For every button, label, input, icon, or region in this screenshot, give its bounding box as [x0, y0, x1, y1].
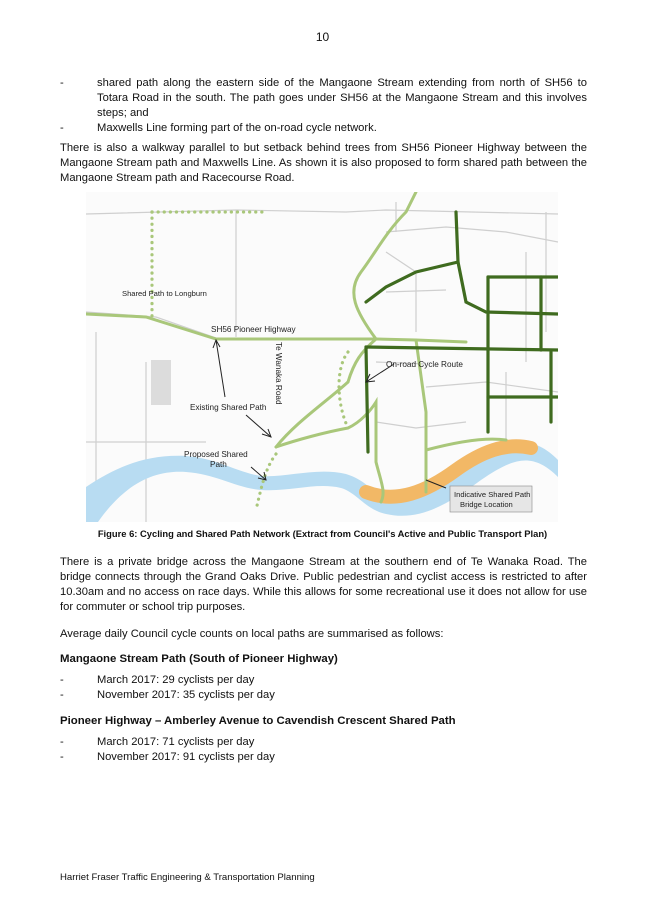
list-item	[60, 750, 587, 765]
paragraph-private-bridge: There is a private bridge across the Mangaone Stream at the southern end of Te Wanaka Road. The bridge connects through the Grand Oaks Drive. Public pedestrian and cyclist access is restricted to after 10.30am and no access on race days. While this allows for some recreational use it does not allow for use for commuter or school trip purposes.	[60, 556, 587, 613]
label-proposed-shared-2: Path	[210, 460, 227, 469]
bullet-dash: -	[60, 122, 64, 134]
bullet-text: Maxwells Line forming part of the on-road cycle network.	[97, 122, 377, 134]
page-number: 10	[315, 30, 330, 44]
bullet-text: March 2017: 29 cyclists per day	[97, 674, 255, 686]
list-item	[60, 735, 587, 750]
bullet-dash: -	[60, 751, 64, 763]
label-existing-shared-path: Existing Shared Path	[190, 403, 267, 412]
bullet-list-pioneer	[60, 735, 587, 765]
bullet-dash: -	[60, 77, 64, 89]
bullet-list-top	[60, 76, 587, 136]
label-shared-path-longburn: Shared Path to Longburn	[122, 289, 207, 298]
bullet-text: March 2017: 71 cyclists per day	[97, 736, 255, 748]
list-item	[60, 688, 587, 703]
bullet-text: shared path along the eastern side of the Mangaone Stream extending from north of SH56 to Totara Road in the south. The path goes under SH56 at the Mangaone Stream and this involves steps; and	[97, 77, 587, 119]
list-item	[60, 76, 587, 121]
map-graphic	[86, 192, 558, 522]
section-heading-mangaone: Mangaone Stream Path (South of Pioneer Highway)	[60, 653, 338, 665]
list-item	[60, 121, 587, 136]
list-item	[60, 673, 587, 688]
label-bridge-2: Bridge Location	[460, 500, 513, 509]
paragraph-walkway: There is also a walkway parallel to but setback behind trees from SH56 Pioneer Highway between the Mangaone Stream path and Maxwells Line. As shown it is also proposed to form shared path between the Mangaone Stream path and Racecourse Road.	[60, 142, 587, 184]
page-footer: Harriet Fraser Traffic Engineering & Transportation Planning	[60, 872, 315, 883]
cycle-network-map	[86, 192, 558, 522]
figure-caption: Figure 6: Cycling and Shared Path Network (Extract from Council's Active and Public Transport Plan)	[97, 528, 548, 539]
bullet-text: November 2017: 35 cyclists per day	[97, 689, 275, 701]
bullet-list-mangaone	[60, 673, 587, 703]
label-bridge-1: Indicative Shared Path	[454, 490, 531, 499]
bullet-dash: -	[60, 674, 64, 686]
label-te-wanaka-road: Te Wanaka Road	[274, 342, 283, 405]
bullet-text: November 2017: 91 cyclists per day	[97, 751, 275, 763]
label-sh56: SH56 Pioneer Highway	[211, 325, 296, 334]
paragraph-cycle-counts: Average daily Council cycle counts on local paths are summarised as follows:	[60, 628, 444, 640]
label-on-road-cycle-route: On-road Cycle Route	[386, 360, 463, 369]
label-proposed-shared-1: Proposed Shared	[184, 450, 248, 459]
bullet-dash: -	[60, 736, 64, 748]
section-heading-pioneer: Pioneer Highway – Amberley Avenue to Cavendish Crescent Shared Path	[60, 715, 456, 727]
bullet-dash: -	[60, 689, 64, 701]
